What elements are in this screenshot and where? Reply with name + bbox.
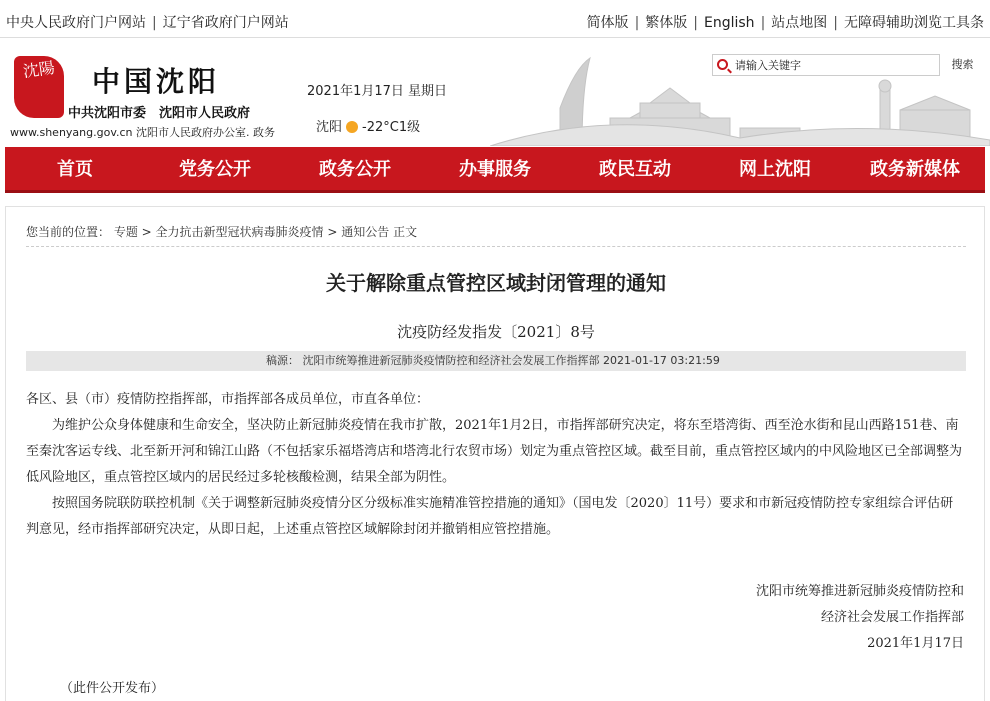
link-english[interactable]: English — [704, 15, 755, 31]
divider: | — [634, 15, 640, 31]
signatory-line-1: 沈阳市统筹推进新冠肺炎疫情防控和 — [755, 584, 964, 599]
article-body — [26, 387, 966, 543]
current-date: 2021年1月17日 星期日 — [307, 84, 448, 99]
source-name: 沈阳市统筹推进新冠肺炎疫情防控和经济社会发展工作指挥部 — [302, 354, 600, 367]
signatory-line-2: 经济社会发展工作指挥部 — [820, 610, 964, 625]
signature-block — [756, 579, 964, 657]
publish-timestamp: 2021-01-17 03:21:59 — [603, 354, 720, 367]
nav-item-party-affairs[interactable]: 党务公开 — [179, 159, 251, 180]
breadcrumb-topic[interactable]: 专题 — [113, 225, 138, 239]
top-links-right — [587, 12, 984, 32]
breadcrumb-current: 正文 — [393, 225, 418, 239]
nav-item-home[interactable]: 首页 — [57, 159, 93, 180]
site-title[interactable]: 中国沈阳 — [92, 65, 221, 98]
weather-widget — [316, 116, 420, 135]
salutation: 各区、县（市）疫情防控指挥部，市指挥部各成员单位，市直各单位： — [26, 392, 430, 407]
site-subtitle: 中共沈阳市委 沈阳市人民政府 — [68, 106, 251, 121]
breadcrumb-prefix: 您当前的位置： — [26, 225, 111, 239]
link-traditional[interactable]: 繁体版 — [645, 15, 688, 31]
breadcrumb-covid[interactable]: 全力抗击新型冠状病毒肺炎疫情 — [155, 225, 324, 239]
sun-icon — [346, 121, 358, 133]
weather-city: 沈阳 — [316, 120, 343, 135]
search-icon — [717, 59, 728, 70]
link-liaoning-gov[interactable]: 辽宁省政府门户网站 — [162, 15, 289, 31]
search-box — [712, 54, 984, 76]
link-central-gov[interactable]: 中央人民政府门户网站 — [6, 15, 146, 31]
link-sitemap[interactable]: 站点地图 — [771, 15, 828, 31]
top-links-left — [6, 12, 289, 32]
divider: | — [693, 15, 698, 31]
paragraph: 按照国务院联防联控机制《关于调整新冠肺炎疫情分区分级标准实施精准管控措施的通知》（国电发〔2020〕11号）要求和市新冠疫情防控专家组综合评估研判意见，经市指挥部研究决定，从即日起，上述重点管控区域解除封闭并撤销相应管控措施。 — [26, 496, 954, 537]
divider: | — [760, 15, 766, 31]
document-number: 沈疫防经发指发〔2021〕8号 — [397, 323, 595, 341]
article-container — [5, 206, 985, 701]
breadcrumb: 您当前的位置： 专题 > 全力抗击新型冠状病毒肺炎疫情 > 通知公告 正文 — [26, 225, 418, 239]
top-bar — [0, 0, 990, 38]
signature-date: 2021年1月17日 — [867, 636, 964, 651]
divider: | — [152, 15, 157, 31]
source-bar — [26, 351, 966, 371]
divider — [26, 246, 966, 247]
nav-item-online-shenyang[interactable]: 网上沈阳 — [739, 159, 811, 180]
nav-item-new-media[interactable]: 政务新媒体 — [870, 159, 960, 180]
site-header — [0, 38, 990, 146]
nav-item-government-affairs[interactable]: 政务公开 — [319, 159, 391, 180]
source-label: 稿源： — [266, 354, 299, 367]
weather-text: -22°C1级 — [362, 120, 421, 135]
article-title: 关于解除重点管控区域封闭管理的通知 — [326, 271, 666, 295]
paragraph: 为维护公众身体健康和生命安全，坚决防止新冠肺炎疫情在我市扩散，2021年1月2日，市指挥部研究决定，将东至塔湾街、西至沧水街和昆山西路151巷、南至秦沈客运专线、北至新开河和锦江山路（不包括家乐福塔湾店和塔湾北行农贸市场）划定为重点管控区域。截至目前，重点管控区域内的中风险地区已全部调整为低风险地区，重点管控区域内的居民经过多轮核酸检测，结果全部为阴性。 — [26, 418, 963, 485]
city-emblem-logo[interactable]: 沈陽 — [14, 56, 64, 118]
link-accessibility[interactable]: 无障碍辅助浏览工具条 — [844, 15, 984, 31]
nav-item-services[interactable]: 办事服务 — [459, 159, 531, 180]
breadcrumb-notices[interactable]: 通知公告 — [341, 225, 390, 239]
publish-note: （此件公开发布） — [60, 681, 165, 696]
link-simplified[interactable]: 简体版 — [586, 15, 629, 31]
main-nav — [5, 147, 985, 193]
search-input[interactable] — [735, 57, 935, 73]
nav-item-interaction[interactable]: 政民互动 — [599, 159, 671, 180]
site-url: www.shenyang.gov.cn 沈阳市人民政府办公室. 政务 — [10, 126, 275, 139]
search-button[interactable]: 搜索 — [939, 54, 985, 76]
divider: | — [833, 15, 838, 31]
